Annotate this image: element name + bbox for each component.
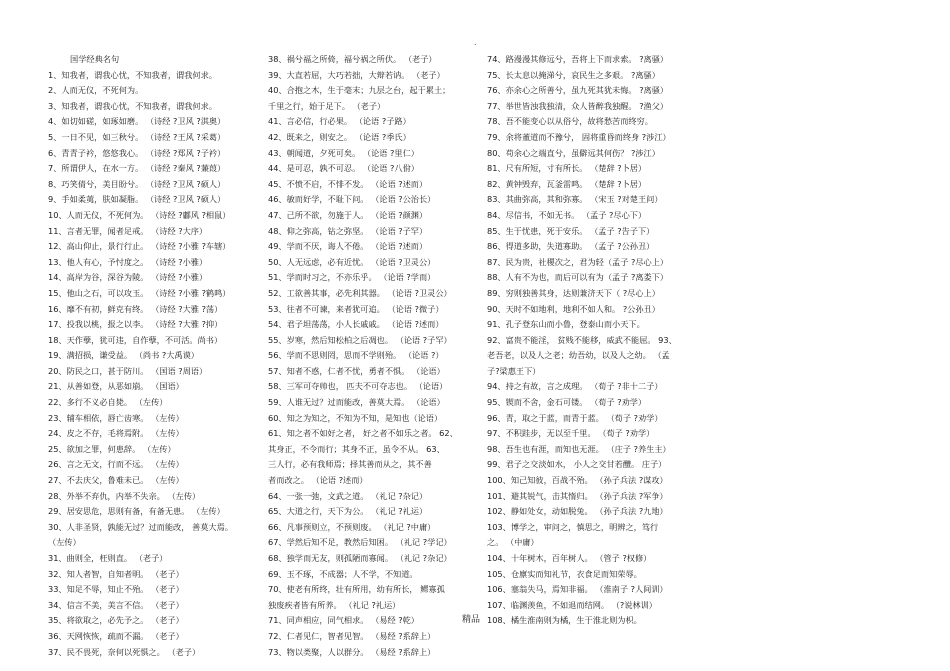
quote-line: 91、孔子登东山而小鲁，登泰山而小天下。: [487, 319, 645, 330]
quote-line: 98、吾生也有涯，而知也无涯。 （庄子 ?养生主）: [487, 443, 671, 454]
quote-line: 34、信言不美，美言不信。 （老子）: [48, 599, 184, 610]
quote-line: 105、仓廪实而知礼节，衣食足而知荣辱。: [487, 568, 642, 579]
quote-line: 31、曲则全，枉则直。 （老子）: [48, 553, 168, 563]
quote-line: 42、既来之，则安之。 （论语 ?季氏）: [268, 131, 411, 142]
quote-line: 41、言必信，行必果。 （论语 ?子路）: [268, 116, 411, 127]
quote-line: 107、临渊羡鱼，不如退而结网。 （?说林训）: [487, 599, 657, 610]
quote-line: 22、多行不义必自毙。 （左传）: [48, 397, 168, 408]
quote-line: 49、学而不厌，诲人不倦。 （论语 ?述而）: [268, 241, 428, 252]
quote-line: 者而改之。 （论语 ?述而）: [268, 475, 368, 486]
quote-line: 16、靡不有初，鲜克有终。 （诗经 ?大雅 ?荡）: [48, 303, 223, 314]
quote-line: 70、使老有所终，壮有所用，幼有所长， 鳏寡孤: [268, 584, 445, 595]
quote-line: 60、知之为知之，不知为不知，是知也（论语）: [268, 412, 443, 423]
quote-line: 55、岁寒，然后知松柏之后凋也。 （论语 ?子罕）: [268, 334, 452, 345]
quote-line: 69、玉不琢，不成器；人不学，不知道。: [268, 568, 418, 579]
quote-line: 1、知我者，谓我心忧，不知我者，谓我何求。: [48, 69, 217, 80]
quote-line: 27、不去庆父，鲁难未已。 （左传）: [48, 475, 184, 486]
quote-line: 37、民不畏死，奈何以死惧之。 （老子）: [48, 646, 201, 657]
quote-line: 102、静如处女，动如脱兔。 （孙子兵法 ?九地）: [487, 506, 668, 517]
quote-line: 21、从善如登，从恶如崩。 （国语）: [48, 381, 184, 392]
quote-line: 88、人有不为也，而后可以有为（孟子 ?离娄下）: [487, 272, 669, 283]
top-mark: .: [474, 38, 477, 47]
quote-line: （左传）: [48, 537, 81, 548]
quote-line: 19、满招损，谦受益。 （尚书 ?大禹谟）: [48, 350, 199, 361]
quote-line: 9、手如柔荑，肤如凝脂。 （诗经 ?卫风 ?硕人）: [48, 194, 226, 205]
quote-line: 51、学而时习之，不亦乐乎。 （论语 ?学而）: [268, 272, 436, 283]
quote-line: 5、一日不见，如三秋兮。 （诗经 ?王风 ?采葛）: [48, 131, 226, 142]
quote-line: 38、祸兮福之所倚，福兮祸之所伏。 （老子）: [268, 54, 437, 64]
quote-line: 74、路漫漫其修远兮，吾将上下而求索。 ?离骚）: [487, 54, 669, 64]
quote-line: 84、尽信书，不如无书。 （孟子 ?尽心下）: [487, 209, 647, 220]
quote-line: 18、天作孽，犹可违，自作孽，不可活。尚书）: [48, 334, 223, 345]
quote-line: 68、独学而无友，则孤陋而寡闻。 （礼记 ?杂记）: [268, 553, 452, 563]
quote-line: 101、避其锐气，击其惰归。 （孙子兵法 ?军争）: [487, 490, 668, 501]
quote-line: 11、言者无罪，闻者足戒。 （诗经 ?大序）: [48, 225, 208, 236]
quote-line: 104、十年树木，百年树人。 （管子 ?权修）: [487, 553, 652, 563]
quote-line: 4、如切如磋，如琢如磨。 （诗经 ?卫风 ?淇奥）: [48, 116, 226, 127]
quote-line: 58、三军可夺帅也， 匹夫不可夺志也。 （论语）: [268, 381, 448, 392]
quote-line: 35、将欲取之，必先予之。 （老子）: [48, 615, 184, 626]
quote-line: 12、高山仰止，景行行止。 （诗经 ?小雅 ?车辖）: [48, 241, 231, 252]
quote-line: 75、长太息以掩涕兮，哀民生之多艰。 ?离骚）: [487, 69, 660, 80]
quote-line: 26、言之无文，行而不远。 （左传）: [48, 459, 184, 470]
quote-line: 7、所谓伊人，在水一方。 （诗经 ?秦风 ?蒹葭）: [48, 163, 226, 174]
quote-line: 其身正，不令而行；其身不正，虽令不从。 63、: [268, 443, 445, 454]
quote-line: 30、人非圣贤，孰能无过？过而能改， 善莫大焉。: [48, 521, 233, 532]
quote-line: 之。 （中庸）: [487, 537, 539, 548]
quote-line: 89、穷则独善其身，达则兼济天下（ ?尽心上）: [487, 287, 660, 298]
quote-line: 17、投我以桃，报之以李。 （诗经 ?大雅 ?抑）: [48, 319, 223, 330]
quote-line: 64、一张一弛，文武之道。 （礼记 ?杂记）: [268, 490, 428, 501]
quote-line: 78、吾不能变心以从俗兮，故将愁苦而终穷。: [487, 116, 653, 127]
quote-line: 108、橘生淮南则为橘，生于淮北则为枳。: [487, 615, 642, 626]
quote-line: 45、不愤不启，不悱不发。 （论语 ?述而）: [268, 178, 428, 189]
quote-line: 老吾老，以及人之老；幼吾幼，以及人之幼。 （孟: [487, 350, 670, 361]
quote-line: 28、外举不弃仇，内举不失亲。 （左传）: [48, 490, 201, 501]
quote-line: 86、得道多助，失道寡助。 （孟子 ?公孙丑）: [487, 241, 655, 252]
quote-line: 103、博学之，审问之，慎思之，明辨之，笃行: [487, 521, 659, 532]
quote-line: 44、是可忍，孰不可忍。 （论语 ?八佾）: [268, 163, 419, 174]
quote-line: 99、君子之交淡如水， 小人之交甘若醴。 庄子）: [487, 459, 667, 470]
quote-line: 83、其曲弥高，其和弥寡。 （宋玉 ?对楚王问）: [487, 194, 663, 205]
quote-line: 73、物以类聚，人以群分。 （易经 ?系辞上）: [268, 646, 436, 657]
quote-line: 独废疾者皆有所养。 （礼记 ?礼运）: [268, 599, 401, 610]
quote-line: 20、防民之口，甚于防川。 （国语 ?周语）: [48, 365, 208, 376]
quote-line: 92、富贵不能淫， 贫贱不能移，威武不能屈。 93、: [487, 334, 677, 345]
quote-line: 54、君子坦荡荡，小人长戚戚。 （论语 ?述而）: [268, 319, 444, 330]
quote-line: 33、知足不辱，知止不殆。 （老子）: [48, 584, 184, 595]
quote-line: 8、巧笑倩兮，美目盼兮。 （诗经 ?卫风 ?硕人）: [48, 178, 226, 189]
quote-line: 61、知之者不如好之者， 好之者不如乐之者。 62、: [268, 428, 458, 439]
quote-line: 67、学然后知不足，教然后知困。 （礼记 ?学记）: [268, 537, 452, 548]
column-right: [487, 52, 719, 629]
quote-line: 72、仁者见仁，智者见智。 （易经 ?系辞上）: [268, 630, 436, 641]
quote-line: 14、高岸为谷，深谷为陵。 （诗经 ?小雅）: [48, 272, 208, 283]
quote-line: 85、生于忧患，死于安乐。 （孟子 ?告子下）: [487, 225, 655, 236]
quote-line: 48、仰之弥高，钻之弥坚。 （论语 ?子罕）: [268, 225, 428, 236]
quote-line: 76、亦余心之所善兮，虽九死其犹未悔。 ?离骚）: [487, 85, 669, 96]
quote-line: 32、知人者智，自知者明。 （老子）: [48, 568, 184, 579]
quote-line: 子?梁惠王下）: [487, 365, 541, 376]
quote-line: 59、人谁无过？过而能改，善莫大焉。 （论语）: [268, 397, 445, 408]
quote-line: 39、大直若屈，大巧若拙，大辩若讷。 （老子）: [268, 69, 445, 80]
quote-line: 94、持之有故，言之成理。 （荀子 ?非十二子）: [487, 381, 663, 392]
quote-line: 46、敏而好学，不耻下问。 （论语 ?公治长）: [268, 194, 436, 205]
quote-line: 29、居安思危，思则有备，有备无患。 （左传）: [48, 506, 225, 517]
quote-line: 97、不积跬步，无以至千里。 （荀子 ?劝学）: [487, 428, 655, 439]
quote-line: 13、他人有心，予忖度之。 （诗经 ?小雅）: [48, 256, 208, 267]
document-title: 国学经典名句: [70, 54, 120, 64]
quote-line: 106、塞翁失马，焉知非福。 （淮南子 ?人间训）: [487, 584, 668, 595]
quote-line: 96、青，取之于蓝，而青于蓝。 （荀子 ?劝学）: [487, 412, 663, 423]
quote-line: 57、知者不惑，仁者不忧，勇者不惧。 （论语）: [268, 365, 445, 376]
quote-line: 65、大道之行，天下为公。 （礼记 ?礼运）: [268, 506, 428, 517]
column-middle: [268, 52, 476, 660]
quote-line: 50、人无远虑，必有近忧。 （论语 ?卫灵公）: [268, 256, 436, 267]
quote-line: 40、合抱之木，生于毫末；九层之台，起于累土；: [268, 85, 451, 96]
quote-line: 三人行，必有我师焉；择其善而从之，其不善: [268, 459, 432, 470]
quote-line: 77、举世皆浊我独清，众人皆醉我独醒。 ?渔父）: [487, 100, 669, 111]
quote-line: 3、知我者，谓我心忧，不知我者，谓我何求。: [48, 100, 217, 111]
page-footer: 精品: [462, 615, 481, 625]
quote-line: 79、余将董道而不豫兮， 固将重昏而终身 ?涉江）: [487, 131, 671, 142]
quote-line: 6、青青子衿，悠悠我心。 （诗经 ?郑风 ?子衿）: [48, 147, 226, 158]
quote-line: 82、黄钟毁弃，瓦釜雷鸣。 （楚辞 ?卜居）: [487, 178, 647, 189]
quote-line: 100、知己知彼，百战不殆。 （孙子兵法 ?谋攻）: [487, 475, 668, 486]
quote-line: 87、民为贵，社稷次之，君为轻（孟子 ?尽心上）: [487, 256, 669, 267]
column-left: [48, 52, 253, 660]
quote-line: 36、天网恢恢，疏而不漏。 （老子）: [48, 630, 184, 641]
quote-line: 10、人而无仪，不死何为。 （诗经 ?鄘风 ?相鼠）: [48, 209, 231, 220]
quote-line: 80、苟余心之端直兮，虽僻远其何伤？ ?涉江）: [487, 147, 660, 158]
quote-line: 2、人而无仪，不死何为。: [48, 85, 144, 96]
quote-line: 23、辅车相依，唇亡齿寒。 （左传）: [48, 412, 184, 423]
quote-line: 90、天时不如地利，地利不如人和。 ?公孙丑）: [487, 303, 660, 314]
quote-line: 52、工欲善其事，必先利其器。 （论语 ?卫灵公）: [268, 287, 452, 298]
quote-line: 千里之行，始于足下。 （老子）: [268, 100, 386, 111]
quote-line: 25、欲加之罪，何患辞。 （左传）: [48, 443, 176, 454]
quote-line: 53、往者不可谏，来者犹可追。 （论语 ?微子）: [268, 303, 444, 314]
quote-line: 56、学而不思则罔，思而不学则殆。 （论语 ?）: [268, 350, 444, 361]
quote-line: 15、他山之石，可以攻玉。 （诗经 ?小雅 ?鹤鸣）: [48, 287, 231, 298]
quote-line: 47、己所不欲，勿施于人。 （论语 ?颜渊）: [268, 209, 428, 220]
quote-line: 66、凡事预则立，不预则废。 （礼记 ?中庸）: [268, 521, 436, 532]
quote-line: 24、皮之不存，毛将焉附。 （左传）: [48, 428, 184, 439]
quote-line: 43、朝闻道，夕死可矣。 （论语 ?里仁）: [268, 147, 419, 158]
quote-line: 81、尺有所短，寸有所长。 （楚辞 ?卜居）: [487, 163, 647, 174]
quote-line: 95、锲而不舍，金石可镂。 （荀子 ?劝学）: [487, 397, 647, 408]
quote-line: 71、同声相应，同气相求。 （易经 ?乾）: [268, 615, 419, 626]
